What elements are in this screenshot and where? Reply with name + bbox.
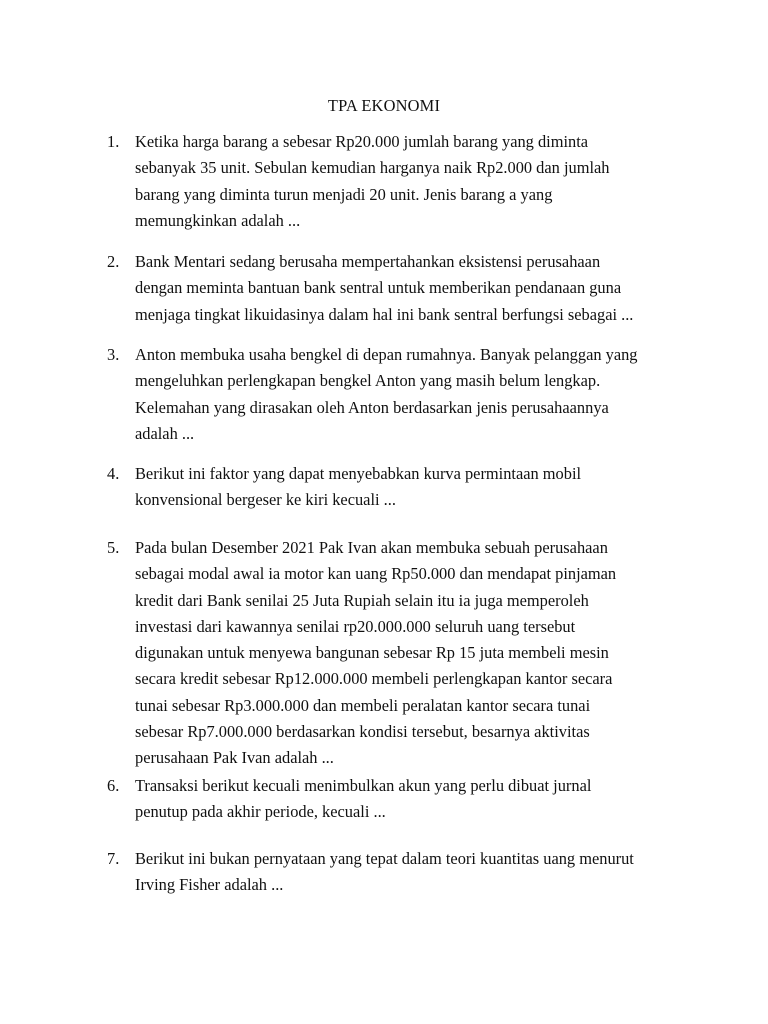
question-number: 2. xyxy=(107,252,120,271)
question-text-line: memungkinkan adalah ... xyxy=(135,210,301,230)
question-text-line: sebanyak 35 unit. Sebulan kemudian harganya naik Rp2.000 dan jumlah xyxy=(135,158,610,178)
question-text xyxy=(135,129,687,234)
question-text-line: barang yang diminta turun menjadi 20 unit. Jenis barang a yang xyxy=(135,184,553,204)
question-number: 3. xyxy=(107,345,120,364)
question-text xyxy=(135,773,687,826)
question-number: 5. xyxy=(107,538,120,557)
question-text-line: digunakan untuk menyewa bangunan sebesar Rp 15 juta membeli mesin xyxy=(135,643,609,663)
question-text-line: mengeluhkan perlengkapan bengkel Anton yang masih belum lengkap. xyxy=(135,371,601,391)
question-number: 1. xyxy=(107,132,120,151)
question-text xyxy=(135,535,687,772)
question-item xyxy=(107,846,687,899)
question-text-line: Ketika harga barang a sebesar Rp20.000 jumlah barang yang diminta xyxy=(135,132,589,151)
question-text-line: Anton membuka usaha bengkel di depan rumahnya. Banyak pelanggan yang xyxy=(135,345,638,364)
question-item xyxy=(107,461,687,514)
question-text xyxy=(135,846,687,899)
document-title: TPA EKONOMI xyxy=(327,96,441,115)
question-text-line: Kelemahan yang dirasakan oleh Anton berdasarkan jenis perusahaannya xyxy=(135,397,609,417)
question-item xyxy=(107,773,687,826)
question-text-line: sebesar Rp7.000.000 berdasarkan kondisi tersebut, besarnya aktivitas xyxy=(135,722,590,742)
question-text-line: Bank Mentari sedang berusaha mempertahankan eksistensi perusahaan xyxy=(135,252,601,271)
question-text-line: Berikut ini faktor yang dapat menyebabkan kurva permintaan mobil xyxy=(135,464,582,483)
question-number: 7. xyxy=(107,849,120,868)
question-text-line: penutup pada akhir periode, kecuali ... xyxy=(135,802,386,822)
question-text-line: sebagai modal awal ia motor kan uang Rp50.000 dan mendapat pinjaman xyxy=(135,564,617,584)
question-text-line: dengan meminta bantuan bank sentral untuk memberikan pendanaan guna xyxy=(135,278,622,298)
question-item xyxy=(107,129,687,234)
question-text xyxy=(135,342,687,447)
question-text-line: kredit dari Bank senilai 25 Juta Rupiah selain itu ia juga memperoleh xyxy=(135,590,589,610)
question-text xyxy=(135,249,687,328)
question-text-line: menjaga tingkat likuidasinya dalam hal ini bank sentral berfungsi sebagai ... xyxy=(135,304,634,324)
question-text-line: secara kredit sebesar Rp12.000.000 membeli perlengkapan kantor secara xyxy=(135,669,613,689)
question-text xyxy=(135,461,687,514)
question-text-line: konvensional bergeser ke kiri kecuali ... xyxy=(135,490,396,510)
question-text-line: Pada bulan Desember 2021 Pak Ivan akan membuka sebuah perusahaan xyxy=(135,538,608,557)
question-text-line: investasi dari kawannya senilai rp20.000.000 seluruh uang tersebut xyxy=(135,616,576,636)
question-item xyxy=(107,342,687,447)
question-text-line: Irving Fisher adalah ... xyxy=(135,875,284,895)
question-item xyxy=(107,535,687,772)
question-number: 6. xyxy=(107,776,120,795)
question-text-line: perusahaan Pak Ivan adalah ... xyxy=(135,748,334,768)
question-text-line: Berikut ini bukan pernyataan yang tepat dalam teori kuantitas uang menurut xyxy=(135,849,634,868)
question-item xyxy=(107,249,687,328)
question-text-line: Transaksi berikut kecuali menimbulkan akun yang perlu dibuat jurnal xyxy=(135,776,592,795)
question-text-line: tunai sebesar Rp3.000.000 dan membeli peralatan kantor secara tunai xyxy=(135,695,591,715)
question-text-line: adalah ... xyxy=(135,423,195,443)
question-number: 4. xyxy=(107,464,120,483)
